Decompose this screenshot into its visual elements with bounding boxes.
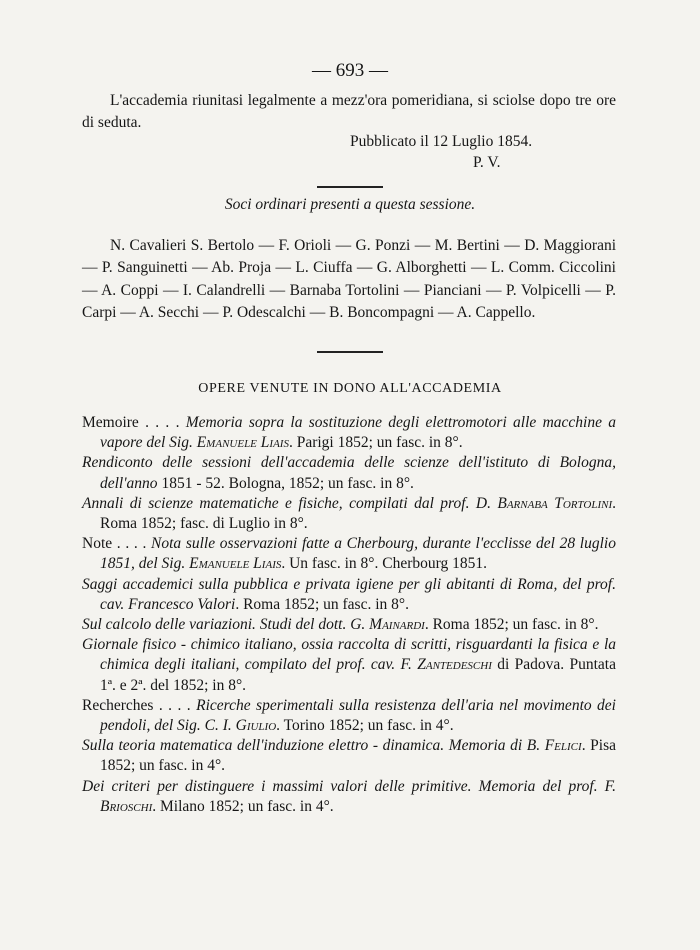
work-author: Brioschi <box>100 797 153 815</box>
work-entry <box>82 575 616 615</box>
work-entry <box>82 777 616 817</box>
work-title: Sulla teoria matematica dell'induzione elettro - dinamica. Memoria di B. <box>82 737 545 755</box>
work-entry <box>82 696 616 736</box>
work-details: . Un fasc. in 8°. Cherbourg 1851. <box>281 555 488 573</box>
work-title: Ricerche sperimentali sulla resistenza dell'aria nel movimento dei pendoli, del Sig. C. I. <box>100 696 616 735</box>
page-number: — 693 — <box>312 60 388 81</box>
work-author: Barnaba Tortolini <box>497 494 613 512</box>
work-author: Felici <box>544 737 582 755</box>
work-title: Giornale fisico - chimico italiano, ossia raccolta di scritti, risguardanti la fisica e la chimica degli italiani, compilato del prof. cav. F. <box>82 636 616 674</box>
signature: P. V. <box>473 154 501 171</box>
work-author: Emanuele Liais <box>189 555 282 573</box>
work-title: Rendiconto delle sessioni dell'accademia delle scienze dell'istituto di Bologna, dell'anno <box>82 454 616 492</box>
work-details: . Milano 1852; un fasc. in 4°. <box>152 797 334 815</box>
work-title: Nota sulle osservazioni fatte a Cherbourg, durante l'ecclisse del 28 luglio 1851, del Sig. <box>100 535 616 573</box>
work-details: . Pisa 1852; un fasc. in 4°. <box>100 737 616 775</box>
work-author: Zantedeschi <box>417 656 492 674</box>
work-details: . Roma 1852; un fasc. in 8°. <box>424 616 599 634</box>
work-details: . Torino 1852; un fasc. in 4°. <box>276 717 454 735</box>
work-entry <box>82 534 616 574</box>
work-lead: Note . . . . <box>82 535 152 553</box>
divider-rule <box>317 351 383 353</box>
work-details: . Parigi 1852; un fasc. in 8°. <box>288 434 463 452</box>
members-paragraph <box>82 235 616 324</box>
works-list <box>82 413 616 817</box>
work-lead: Recherches . . . . <box>82 696 197 714</box>
work-entry <box>82 635 616 696</box>
work-title: Saggi accademici sulla pubblica e privata igiene per gli abitanti di Roma, del prof. cav. Francesco Valori <box>82 575 616 613</box>
works-heading: OPERE VENUTE IN DONO ALL'ACCADEMIA <box>198 381 502 396</box>
divider-rule <box>317 186 383 188</box>
work-details: di Padova. Puntata 1ª. e 2ª. del 1852; in 8°. <box>100 656 616 694</box>
work-details: 1851 - 52. Bologna, 1852; un fasc. in 8°. <box>161 474 414 492</box>
work-entry <box>82 494 616 534</box>
work-author: Giulio <box>235 717 277 735</box>
work-details: . Roma 1852; fasc. di Luglio in 8°. <box>100 494 617 533</box>
work-title: Sul calcolo delle variazioni. Studi del dott. G. <box>82 616 370 634</box>
work-entry <box>82 413 616 453</box>
closing-text: L'accademia riunitasi legalmente a mezz'ora pomeridiana, si sciolse dopo tre ore di seduta. <box>82 92 616 131</box>
members-heading: Soci ordinari presenti a questa sessione. <box>224 196 476 213</box>
work-title: Memoria sopra la sostituzione degli elettromotori alle macchine a vapore del Sig. <box>100 414 616 452</box>
members-list: N. Cavalieri S. Bertolo — F. Orioli — G. Ponzi — M. Bertini — D. Maggiorani — P. Sanguinetti — Ab. Proja — L. Ciuffa — G. Alborghetti — L. Comm. Ciccolini — A. Coppi — I. Calandrelli — Barnaba Tortolini — Pianciani — P. Volpicelli — P. Carpi — A. Secchi — P. Odescalchi — B. Boncompagni — A. Cappello. <box>82 237 616 321</box>
work-entry <box>82 615 616 635</box>
work-entry <box>82 453 616 493</box>
work-author: Emanuele Liais <box>196 434 289 452</box>
work-title: Dei criteri per distinguere i massimi valori delle primitive. Memoria del prof. F. <box>82 777 616 795</box>
work-details: . Roma 1852; un fasc. in 8°. <box>235 595 409 613</box>
publication-note: Pubblicato il 12 Luglio 1854. <box>350 133 533 150</box>
work-author: Mainardi <box>369 616 425 634</box>
closing-paragraph <box>82 90 616 134</box>
work-entry <box>82 736 616 776</box>
work-lead: Memoire . . . . <box>82 414 186 431</box>
work-title: Annali di scienze matematiche e fisiche, compilati dal prof. D. <box>82 494 498 512</box>
